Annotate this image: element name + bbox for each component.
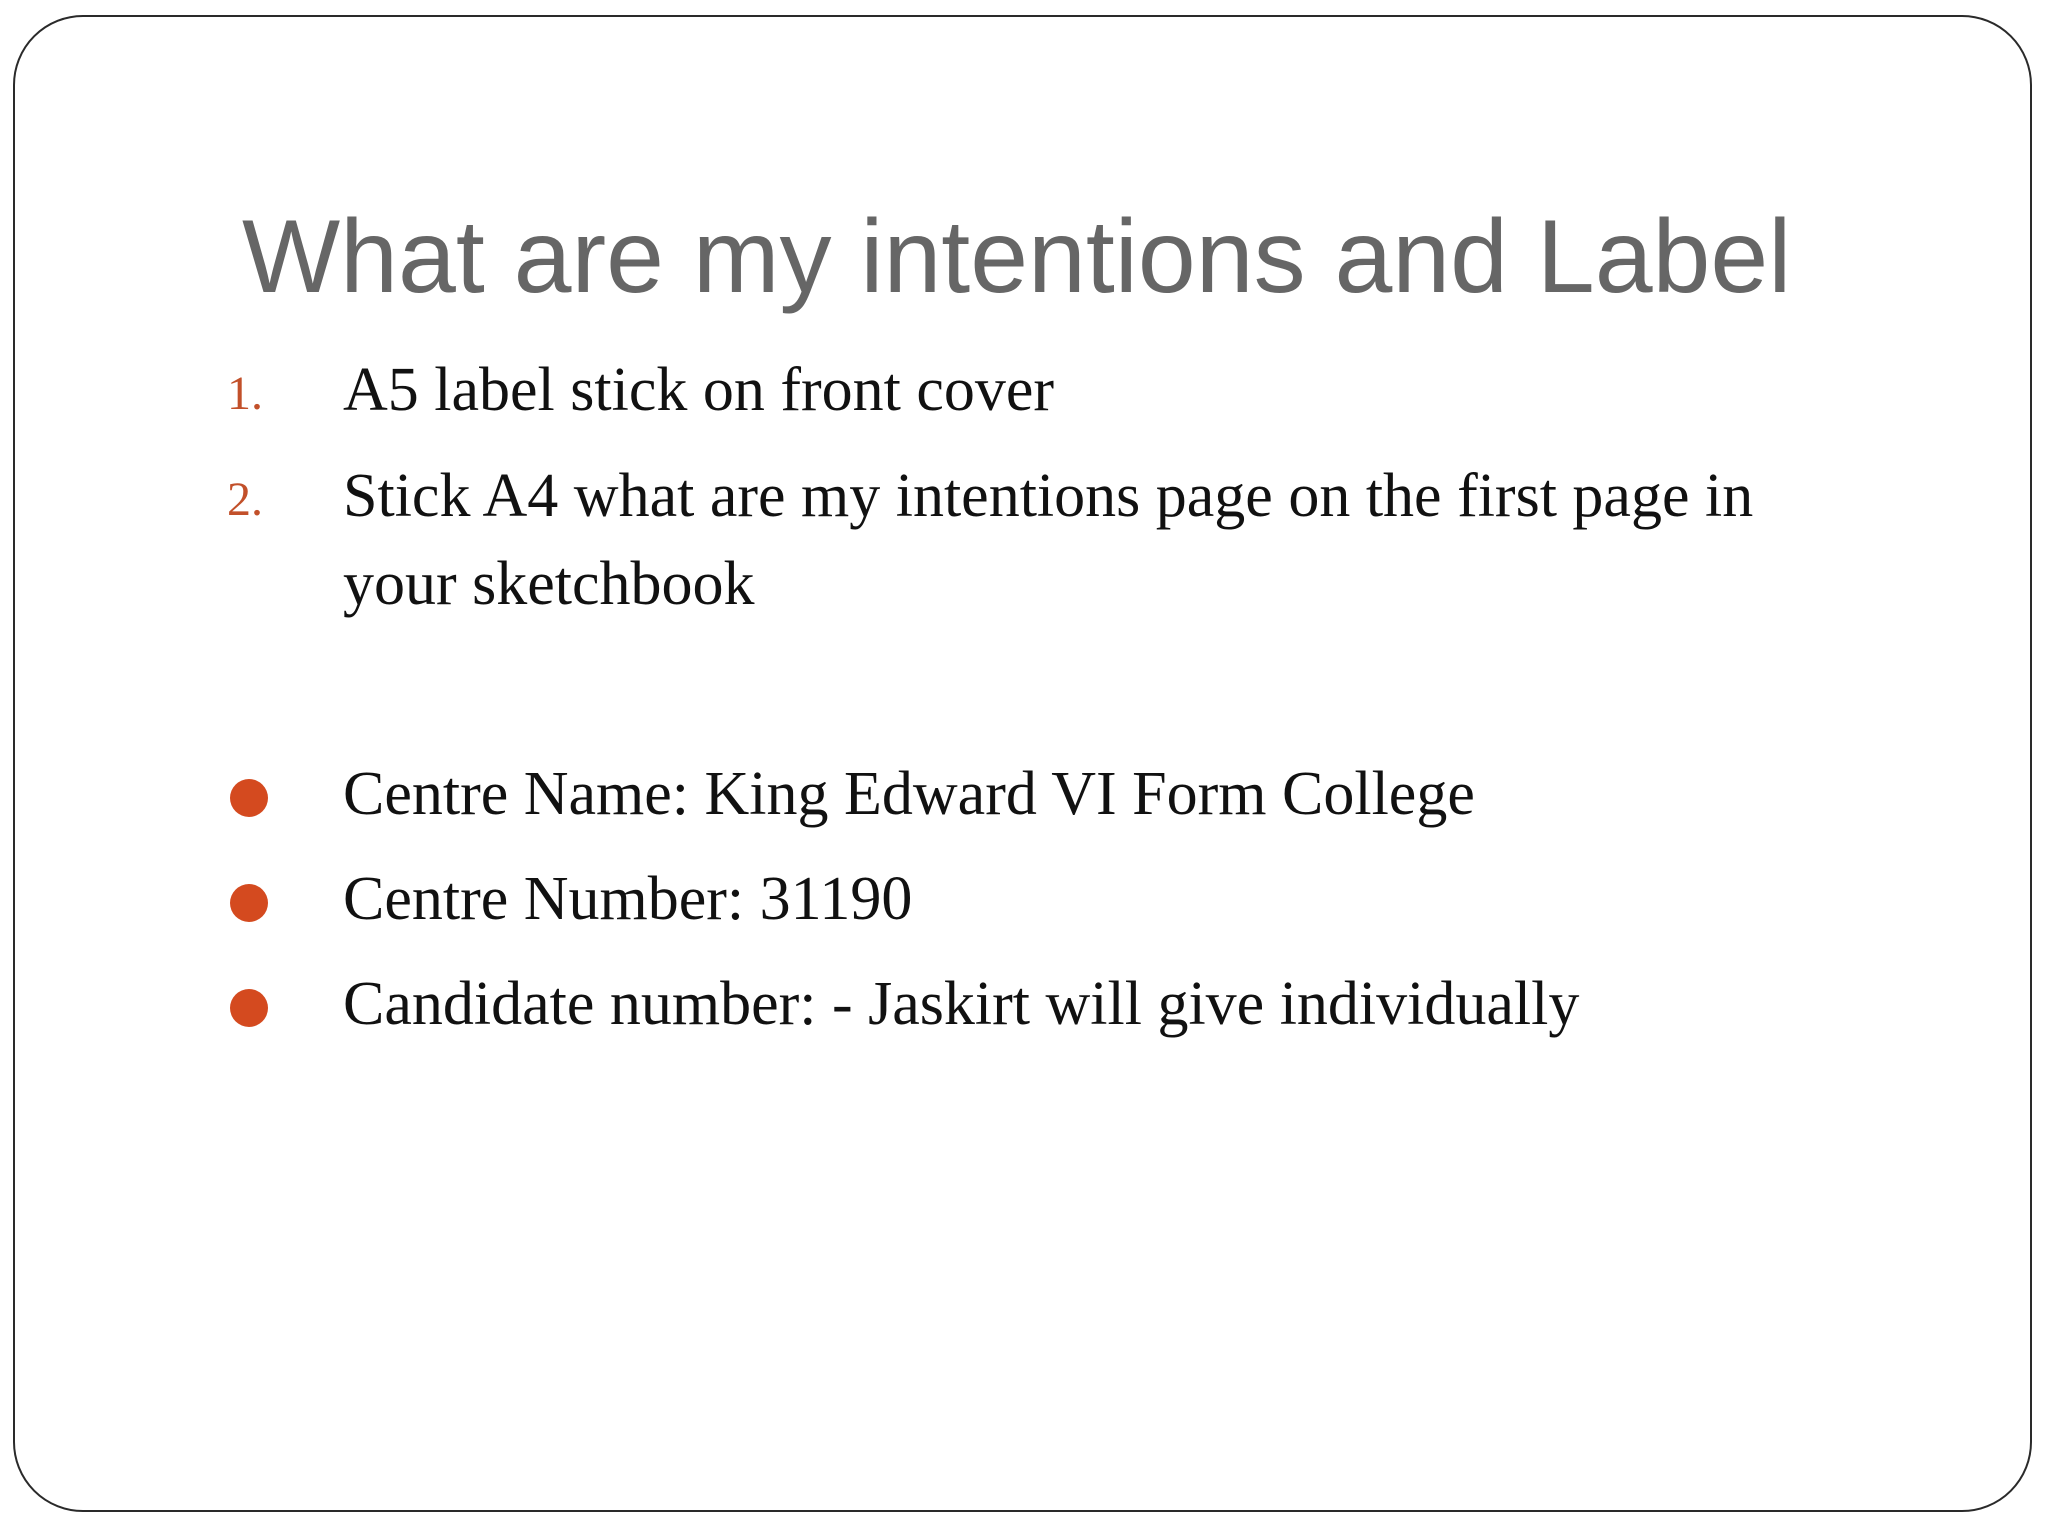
bullet-item xyxy=(227,960,1867,1048)
list-item xyxy=(227,346,1867,434)
slide-title: What are my intentions and Label xyxy=(242,199,1792,315)
bullet-dot-icon xyxy=(230,989,268,1027)
list-item-text: Stick A4 what are my intentions page on the first page in your sketchbook xyxy=(343,462,1754,618)
bullet-item-text: Centre Name: King Edward VI Form College xyxy=(343,760,1475,828)
bullet-item-text: Candidate number: - Jaskirt will give individually xyxy=(343,970,1580,1038)
bullet-dot-icon xyxy=(230,884,268,922)
bullet-dot-icon xyxy=(230,779,268,817)
list-item-text: A5 label stick on front cover xyxy=(343,356,1055,424)
bullet-item xyxy=(227,750,1867,838)
list-number: 1. xyxy=(227,367,263,420)
bullet-item-text: Centre Number: 31190 xyxy=(343,865,913,933)
bullet-item xyxy=(227,855,1867,943)
list-number: 2. xyxy=(227,473,263,526)
list-item xyxy=(227,452,1867,628)
